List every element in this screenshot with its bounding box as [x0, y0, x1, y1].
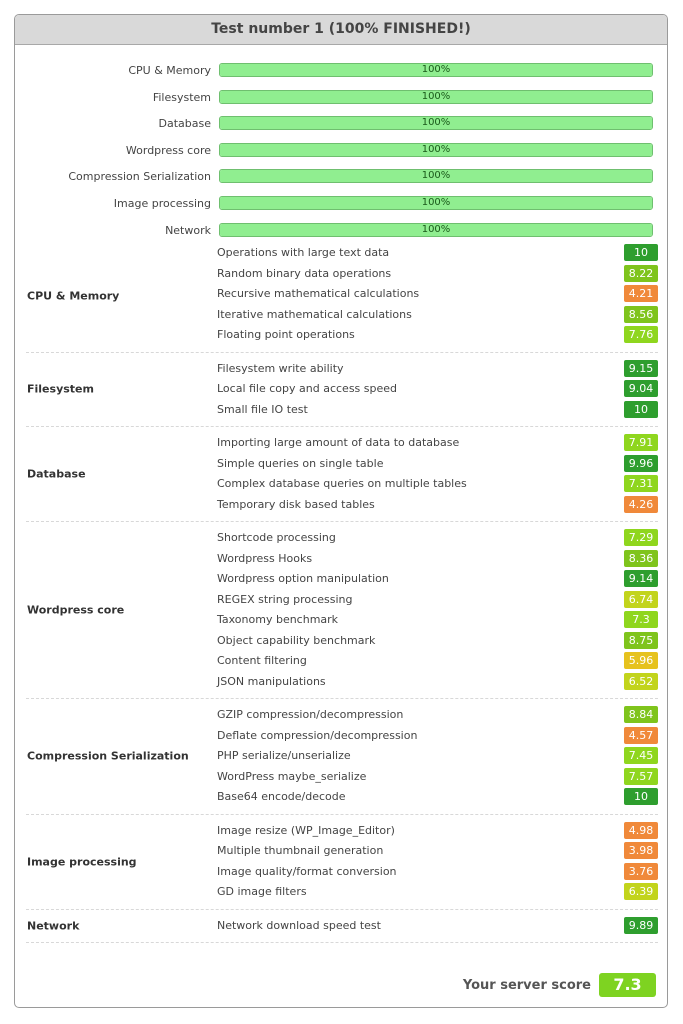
section-database: [26, 427, 658, 522]
progress-label: CPU & Memory: [128, 64, 211, 77]
test-name: Content filtering: [217, 654, 307, 667]
test-list: [217, 910, 658, 943]
results-panel: [14, 14, 668, 1008]
test-name: Network download speed test: [217, 918, 381, 932]
test-name: Iterative mathematical calculations: [217, 307, 412, 321]
test-name: Random binary data operations: [217, 266, 392, 280]
progress-percent: 100%: [421, 90, 451, 102]
progress-bar: [219, 63, 653, 77]
score-badge: 8.22: [624, 265, 658, 282]
score-badge: 7.57: [624, 768, 658, 785]
score-badge: 8.75: [624, 632, 658, 649]
progress-percent: 100%: [421, 170, 451, 182]
score-badge: 4.98: [624, 822, 658, 839]
test-name: Simple queries on single table: [217, 456, 384, 470]
final-score-badge: 7.3: [599, 973, 656, 997]
test-name: Local file copy and access speed: [217, 382, 398, 395]
final-score-row: [15, 973, 667, 1001]
test-row: [217, 379, 658, 400]
progress-bar: [219, 196, 653, 210]
test-row: [217, 726, 658, 747]
test-row: [217, 495, 658, 516]
test-name: WordPress maybe_serialize: [217, 769, 367, 783]
test-name: Image resize (WP_Image_Editor): [217, 823, 395, 837]
test-name: Taxonomy benchmark: [217, 613, 339, 626]
test-name: Importing large amount of data to database: [217, 436, 460, 449]
section-filesystem: [26, 353, 658, 428]
test-row: [217, 528, 658, 549]
test-name: Recursive mathematical calculations: [217, 287, 420, 300]
test-list: [217, 353, 658, 427]
test-list: [217, 522, 658, 698]
score-badge: 8.36: [624, 550, 658, 567]
score-badge: 3.76: [624, 863, 658, 880]
score-badge: 9.89: [624, 917, 658, 934]
progress-row-wordpress-core: [15, 141, 667, 168]
section-cpu-and-memory: [26, 241, 658, 353]
score-badge: 9.15: [624, 360, 658, 377]
test-list: [217, 241, 658, 352]
score-badge: 9.04: [624, 380, 658, 397]
section-wordpress-core: [26, 522, 658, 699]
test-name: JSON manipulations: [217, 674, 326, 688]
test-row: [217, 243, 658, 264]
progress-row-database: [15, 114, 667, 141]
section-title: Image processing: [27, 855, 137, 868]
test-list: [217, 815, 658, 909]
test-row: [217, 821, 658, 842]
progress-label: Compression Serialization: [68, 170, 211, 184]
progress-percent: 100%: [421, 143, 451, 155]
test-name: GZIP compression/decompression: [217, 708, 404, 721]
score-badge: 10: [624, 401, 658, 418]
test-name: Shortcode processing: [217, 531, 336, 544]
section-compression-serialization: [26, 699, 658, 815]
progress-bar: [219, 143, 653, 157]
test-row: [217, 305, 658, 326]
progress-row-filesystem: [15, 88, 667, 115]
score-badge: 3.98: [624, 842, 658, 859]
score-badge: 7.45: [624, 747, 658, 764]
test-row: [217, 325, 658, 346]
progress-label: Wordpress core: [125, 143, 211, 157]
test-row: [217, 359, 658, 380]
test-row: [217, 454, 658, 475]
section-title: Compression Serialization: [27, 749, 189, 763]
test-row: [217, 590, 658, 611]
score-badge: 6.52: [624, 673, 658, 690]
section-title: Network: [27, 919, 80, 933]
test-row: [217, 549, 658, 570]
test-name: Deflate compression/decompression: [217, 728, 418, 742]
progress-list: [15, 61, 667, 247]
score-badge: 7.91: [624, 434, 658, 451]
test-row: [217, 746, 658, 767]
test-name: Image quality/format conversion: [217, 864, 397, 878]
test-name: GD image filters: [217, 885, 307, 898]
test-row: [217, 264, 658, 285]
score-badge: 7.3: [624, 611, 658, 628]
progress-row-compression-serialization: [15, 167, 667, 194]
score-badge: 4.57: [624, 727, 658, 744]
test-name: Operations with large text data: [217, 246, 390, 259]
test-row: [217, 882, 658, 903]
section-title: Filesystem: [27, 382, 94, 396]
score-badge: 6.74: [624, 591, 658, 608]
test-row: [217, 705, 658, 726]
score-badge: 6.39: [624, 883, 658, 900]
test-name: Multiple thumbnail generation: [217, 844, 384, 857]
test-name: Small file IO test: [217, 402, 308, 416]
section-title: Wordpress core: [27, 603, 125, 617]
test-name: REGEX string processing: [217, 592, 353, 606]
test-row: [217, 767, 658, 788]
test-row: [217, 569, 658, 590]
section-title: CPU & Memory: [27, 289, 120, 303]
results-table: [26, 241, 658, 943]
test-row: [217, 610, 658, 631]
progress-percent: 100%: [421, 64, 451, 75]
score-badge: 7.29: [624, 529, 658, 546]
test-name: Complex database queries on multiple tables: [217, 477, 467, 490]
progress-percent: 100%: [421, 223, 451, 235]
test-row: [217, 651, 658, 672]
section-network: [26, 910, 658, 944]
score-badge: 7.31: [624, 475, 658, 492]
progress-label: Network: [165, 223, 211, 237]
section-title: Database: [27, 467, 86, 481]
test-row: [217, 916, 658, 937]
test-name: Filesystem write ability: [217, 361, 344, 375]
score-badge: 8.84: [624, 706, 658, 723]
progress-percent: 100%: [421, 117, 451, 129]
score-badge: 4.21: [624, 285, 658, 302]
progress-row-image-processing: [15, 194, 667, 221]
test-row: [217, 841, 658, 862]
score-badge: 7.76: [624, 326, 658, 343]
test-row: [217, 400, 658, 421]
test-name: Wordpress Hooks: [217, 551, 313, 565]
test-row: [217, 284, 658, 305]
progress-label: Image processing: [113, 196, 211, 210]
score-badge: 10: [624, 788, 658, 805]
score-badge: 10: [624, 244, 658, 261]
test-name: Wordpress option manipulation: [217, 572, 389, 585]
test-row: [217, 862, 658, 883]
progress-bar: [219, 223, 653, 237]
test-row: [217, 672, 658, 693]
section-image-processing: [26, 815, 658, 910]
score-badge: 4.26: [624, 496, 658, 513]
score-badge: 5.96: [624, 652, 658, 669]
test-name: Temporary disk based tables: [217, 497, 375, 511]
progress-bar: [219, 116, 653, 130]
progress-percent: 100%: [421, 196, 451, 208]
panel-title: Test number 1 (100% FINISHED!): [15, 15, 667, 45]
test-list: [217, 699, 658, 814]
test-row: [217, 787, 658, 808]
test-name: Base64 encode/decode: [217, 790, 346, 803]
test-name: Floating point operations: [217, 328, 355, 341]
progress-bar: [219, 169, 653, 183]
score-badge: 9.14: [624, 570, 658, 587]
score-badge: 8.56: [624, 306, 658, 323]
progress-label: Database: [158, 117, 211, 131]
test-row: [217, 631, 658, 652]
test-row: [217, 433, 658, 454]
progress-bar: [219, 90, 653, 104]
progress-label: Filesystem: [152, 90, 211, 104]
progress-row-cpu-and-memory: [15, 61, 667, 88]
test-name: Object capability benchmark: [217, 633, 376, 647]
test-list: [217, 427, 658, 521]
test-row: [217, 474, 658, 495]
score-badge: 9.96: [624, 455, 658, 472]
test-name: PHP serialize/unserialize: [217, 749, 351, 762]
final-score-label: Your server score: [462, 978, 591, 993]
